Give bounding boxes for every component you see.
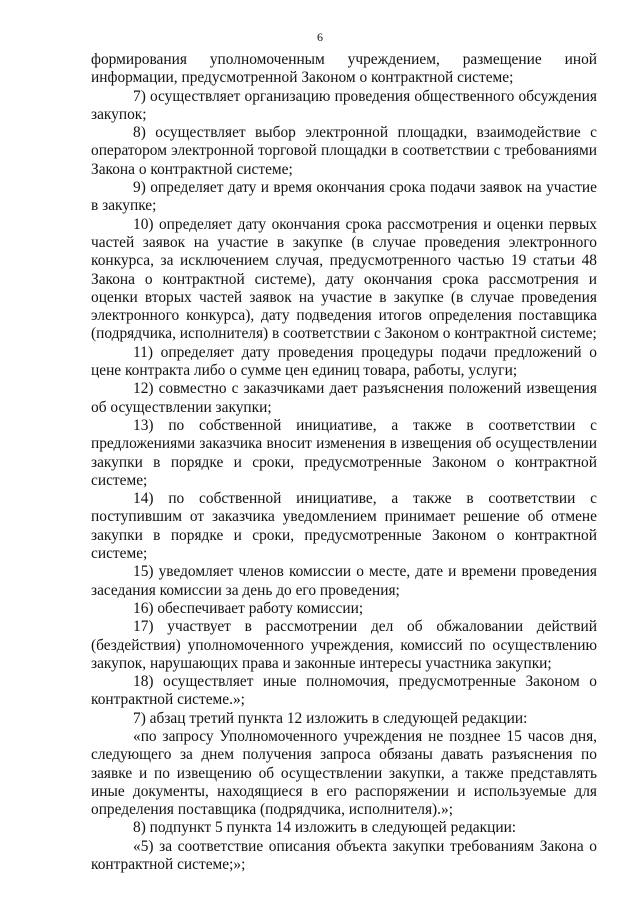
paragraph-amendment-7: 7) абзац третий пункта 12 изложить в следующей редакции: <box>133 709 528 727</box>
paragraph-amendment-8: 8) подпункт 5 пункта 14 изложить в следующей редакции: <box>133 819 517 837</box>
paragraph-continuation: формирования уполномоченным учреждением, размещение иной информации, предусмотренной Законом о контрактной системе; <box>91 51 597 87</box>
paragraph-item-15: 15) уведомляет членов комиссии о месте, дате и времени проведения заседания комиссии за день до его проведения; <box>91 563 597 599</box>
paragraph-item-10: 10) определяет дату окончания срока рассмотрения и оценки первых частей заявок на участие в закупке (в случае проведения электронного конкурса, за исключением случая, предусмотренного частью 19 статьи 48 Закона о контрактной системе), дату окончания срока рассмотрения и оценки вторых частей заявок на участие в закупке (в случае проведения электронного конкурса), дату подведения итогов определения поставщика (подрядчика, исполнителя) в соответствии с Законом о контрактной системе; <box>91 215 597 343</box>
paragraph-item-16: 16) обеспечивает работу комиссии; <box>133 599 364 617</box>
paragraph-item-11: 11) определяет дату проведения процедуры подачи предложений о цене контракта либо о сумме цен единиц товара, работы, услуги; <box>91 343 597 380</box>
paragraph-item-12: 12) совместно с заказчиками дает разъяснения положений извещения об осуществлении закупки; <box>91 380 597 416</box>
paragraph-item-14: 14) по собственной инициативе, а также в соответствии с поступившим от заказчика уведомлением принимает решение об отмене закупки в порядке и сроки, предусмотренные Законом о контрактной системе; <box>91 490 597 563</box>
page-number: 6 <box>317 30 323 44</box>
paragraph-amendment-8-text: «5) за соответствие описания объекта закупки требованиям Закона о контрактной системе;»; <box>91 837 597 874</box>
paragraph-item-7: 7) осуществляет организацию проведения общественного обсуждения закупок; <box>91 87 597 123</box>
paragraph-item-13: 13) по собственной инициативе, а также в соответствии с предложениями заказчика вносит изменения в извещения об осуществлении закупки в порядке и сроки, предусмотренные Законом о контрактной системе; <box>91 416 597 489</box>
paragraph-item-9: 9) определяет дату и время окончания срока подачи заявок на участие в закупке; <box>91 179 597 215</box>
paragraph-item-18: 18) осуществляет иные полномочия, предусмотренные Законом о контрактной системе.»; <box>91 673 597 709</box>
document-body <box>91 51 597 874</box>
paragraph-amendment-7-text: «по запросу Уполномоченного учреждения не позднее 15 часов дня, следующего за днем получения запроса обязаны давать разъяснения по заявке и по извещению об осуществлении закупки, а также представлять иные документы, находящиеся в его распоряжении и используемые для определения поставщика (подрядчика, исполнителя).»; <box>91 727 597 819</box>
paragraph-item-17: 17) участвует в рассмотрении дел об обжаловании действий (бездействия) уполномоченного учреждения, комиссий по осуществлению закупок, нарушающих права и законные интересы участника закупки; <box>91 618 597 672</box>
paragraph-item-8: 8) осуществляет выбор электронной площадки, взаимодействие с оператором электронной торговой площадки в соответствии с требованиями Закона о контрактной системе; <box>91 124 597 178</box>
